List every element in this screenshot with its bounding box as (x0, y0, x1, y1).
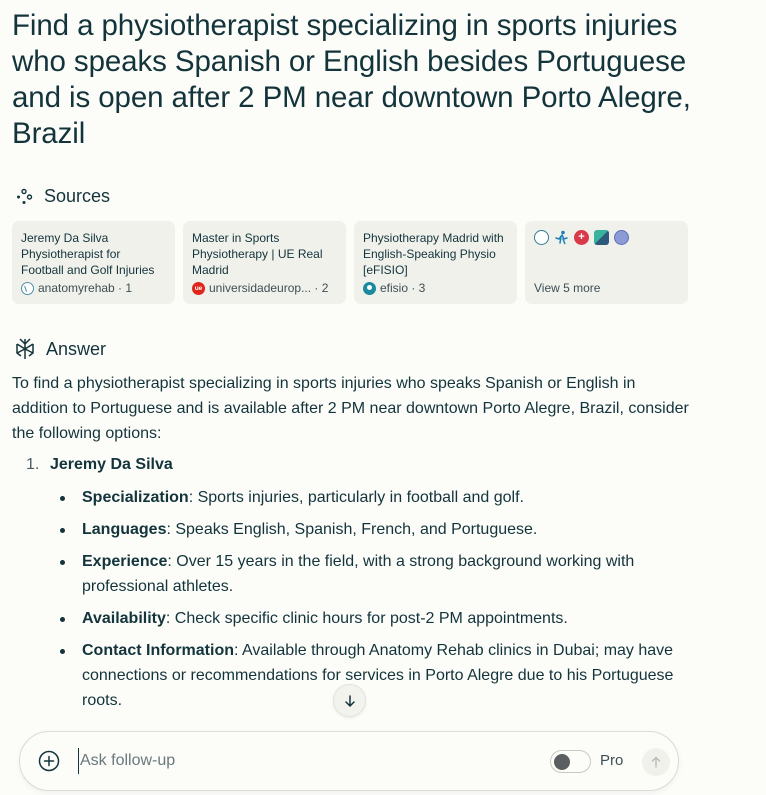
runner-favicon-icon (554, 230, 569, 245)
bullet-label: Languages (82, 521, 167, 538)
source-title: Jeremy Da Silva Physiotherapist for Football and Golf Injuries (21, 231, 155, 277)
bullet-contact-information (57, 638, 692, 713)
sources-heading-label: Sources (44, 186, 111, 206)
universidad-europea-favicon-icon: ue (192, 282, 205, 295)
source-favicon-icon (534, 230, 549, 245)
bullet-label: Experience (82, 553, 168, 570)
medical-cross-favicon-icon (574, 230, 589, 245)
answer-heading-label: Answer (46, 338, 107, 359)
answer-heading (14, 338, 106, 360)
bullet-label: Specialization (82, 489, 189, 506)
detail-bullets (57, 485, 692, 713)
sources-list (12, 221, 688, 304)
bullet-text: : Available through Anatomy Rehab clinics in Dubai; may have connections or recommendations for services in Porto Alegre due to his Portuguese roots. (82, 642, 674, 709)
source-title: Master in Sports Physiotherapy | UE Real Madrid (192, 231, 323, 277)
source-meta (192, 281, 328, 295)
pro-label: Pro (600, 752, 624, 769)
list-item-title: Jeremy Da Silva (50, 456, 173, 473)
plus-circle-icon (38, 750, 60, 772)
source-card-2[interactable] (183, 221, 346, 304)
bullet-languages (57, 517, 692, 542)
bullet-label: Contact Information (82, 642, 234, 659)
list-number: 1. (26, 456, 40, 473)
bullet-experience (57, 549, 692, 599)
answer-intro: To find a physiotherapist specializing in sports injuries who speaks Spanish or English in addition to Portuguese and is available after 2 PM near downtown Porto Alegre, Brazil, consider the following options: (12, 375, 689, 442)
source-card-3[interactable] (354, 221, 517, 304)
bullet-text: : Speaks English, Spanish, French, and Portuguese. (166, 521, 538, 538)
globe-favicon-icon (614, 230, 629, 245)
sources-heading (14, 186, 110, 207)
source-meta (363, 281, 425, 295)
arrow-up-icon (650, 756, 662, 768)
more-sources-icons (534, 230, 679, 278)
bullet-specialization (57, 485, 692, 510)
source-site: anatomyrehab · 1 (38, 281, 133, 295)
scroll-to-bottom-button[interactable] (333, 684, 366, 717)
submit-button[interactable] (642, 748, 670, 776)
book-favicon-icon (594, 230, 609, 245)
source-site: efisio · 3 (380, 281, 426, 295)
arrow-down-icon (343, 694, 357, 708)
pro-toggle[interactable] (550, 750, 591, 773)
bullet-text: : Check specific clinic hours for post-2 PM appointments. (165, 610, 568, 627)
followup-input[interactable] (78, 748, 518, 774)
anatomyrehab-favicon-icon (21, 282, 34, 295)
followup-bar (19, 731, 679, 791)
answer-body (12, 371, 692, 720)
source-meta (21, 281, 132, 295)
sources-icon (14, 187, 34, 207)
view-more-sources-button[interactable] (525, 221, 688, 304)
query-title: Find a physiotherapist specializing in sports injuries who speaks Spanish or English besides Portuguese and is open after 2 PM near downtown Porto Alegre, Brazil (12, 9, 691, 150)
efisio-favicon-icon (363, 282, 376, 295)
bullet-label: Availability (82, 610, 166, 627)
source-site: universidadeurop... · 2 (209, 281, 329, 295)
bullet-text: : Over 15 years in the field, with a strong background working with professional athletes. (82, 553, 635, 595)
view-more-label: View 5 more (534, 281, 601, 295)
answer-logo-icon (14, 338, 36, 360)
bullet-text: : Sports injuries, particularly in football and golf. (188, 489, 524, 506)
source-title: Physiotherapy Madrid with English-Speaking Physio [eFISIO] (363, 231, 504, 277)
source-card-1[interactable] (12, 221, 175, 304)
list-item (26, 452, 692, 477)
bullet-availability (57, 606, 692, 631)
attach-button[interactable] (38, 750, 60, 772)
